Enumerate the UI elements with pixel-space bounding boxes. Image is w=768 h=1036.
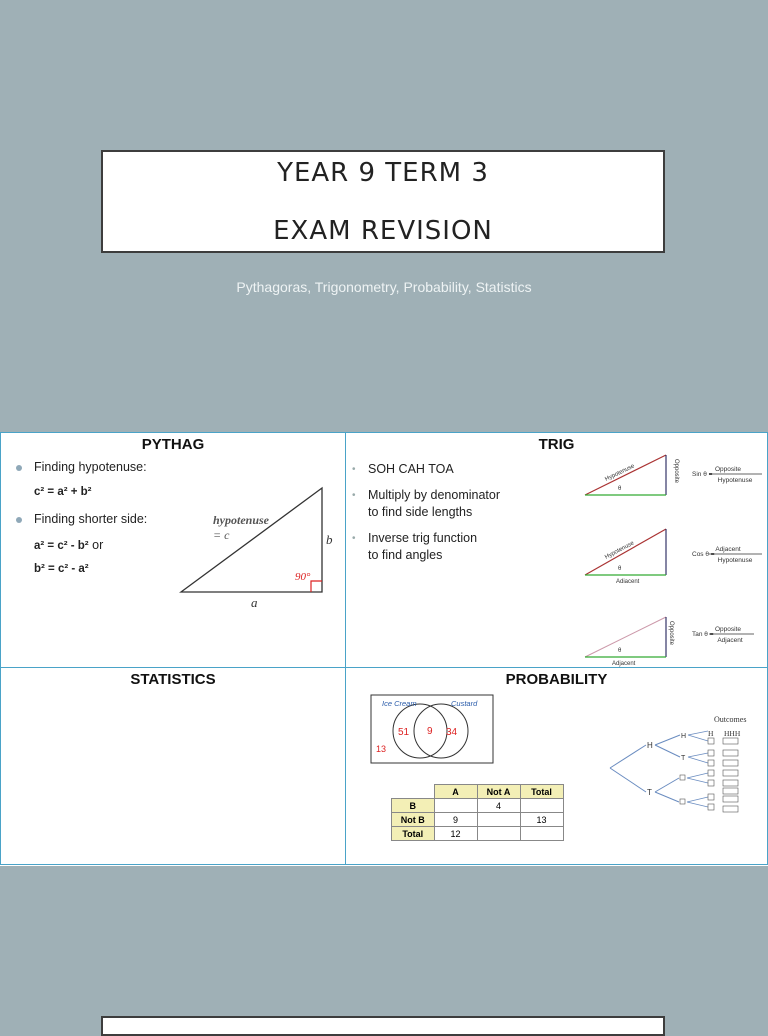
tan-den: Adjacent <box>717 637 743 644</box>
trig-item-2: Multiply by denominator <box>368 488 501 502</box>
venn-outside: 13 <box>376 744 387 754</box>
tan-opp-label: Opposite <box>668 621 674 646</box>
tree-diagram <box>608 712 768 822</box>
table-cell <box>434 799 477 813</box>
venn-diagram <box>370 694 496 766</box>
pythag-bullet-2: Finding shorter side: <box>34 512 148 526</box>
table-header-row <box>392 785 564 799</box>
tree-h-outcome: H <box>708 729 714 738</box>
next-slide-title-box <box>101 1016 665 1036</box>
cos-side-label: Adjacent <box>616 579 640 583</box>
table-cell: 13 <box>520 813 563 827</box>
right-triangle-diagram <box>171 473 341 613</box>
svg-text:θ: θ <box>618 648 622 654</box>
tree-h2: H <box>681 733 687 740</box>
table-cell: 12 <box>434 827 477 841</box>
table-row <box>392 799 564 813</box>
tan-diagram <box>582 611 768 667</box>
table-cell <box>520 799 563 813</box>
diagram-angle: 90° <box>295 571 311 583</box>
bullet-icon <box>16 465 22 471</box>
pythag-formula-1: c² = a² + b² <box>34 486 92 498</box>
title-line-1: YEAR 9 TERM 3 <box>277 158 489 188</box>
tree-outcomes-label: Outcomes <box>714 715 747 724</box>
trig-item-3b: to find angles <box>368 548 443 562</box>
tan-num: Opposite <box>714 626 742 633</box>
diagram-side-b: b <box>326 532 333 547</box>
table-row <box>392 813 564 827</box>
tree-h1: H <box>647 741 653 750</box>
diagram-side-a: a <box>251 595 258 610</box>
table-row <box>392 827 564 841</box>
statistics-cell <box>0 667 346 865</box>
bullet-icon <box>16 517 22 523</box>
cos-func: Cos θ = <box>692 551 715 558</box>
venn-both: 9 <box>427 726 433 737</box>
revision-grid <box>0 432 768 866</box>
pythag-cell <box>0 432 346 668</box>
trig-title: TRIG <box>538 436 575 453</box>
trig-item-1: SOH CAH TOA <box>368 462 454 476</box>
table-cell <box>477 827 520 841</box>
cos-den: Hypotenuse <box>717 557 753 564</box>
table-header-total: Total <box>520 785 563 799</box>
pythag-bullet-1: Finding hypotenuse: <box>34 460 147 474</box>
pythag-formula-2a-line <box>34 538 103 552</box>
venn-a-only: 51 <box>398 727 410 738</box>
two-way-table <box>391 784 564 841</box>
cos-hyp-label: Hypotenuse <box>604 540 636 561</box>
bullet-icon: • <box>352 464 356 475</box>
bullet-icon: • <box>352 533 356 544</box>
sin-side-label: Opposite <box>673 459 679 484</box>
venn-set-b: Custard <box>451 699 478 708</box>
venn-set-a: Ice Cream <box>382 699 417 708</box>
tree-hhh-outcome: HHH <box>724 729 741 738</box>
diagram-hyp-eq: = c <box>213 528 230 542</box>
table-cell <box>392 785 435 799</box>
svg-text:θ: θ <box>618 566 622 572</box>
table-header-not-a: Not A <box>477 785 520 799</box>
probability-title: PROBABILITY <box>505 671 608 688</box>
sin-hyp-label: Hypotenuse <box>604 463 636 483</box>
table-row-label: Total <box>392 827 435 841</box>
pythag-title: PYTHAG <box>141 436 205 453</box>
tan-adj-label: Adjacent <box>612 661 636 667</box>
tree-t2: T <box>681 755 686 762</box>
tree-t1: T <box>647 788 652 797</box>
statistics-title: STATISTICS <box>130 671 216 688</box>
table-row-label: Not B <box>392 813 435 827</box>
table-header-a: A <box>434 785 477 799</box>
bullet-icon: • <box>352 490 356 501</box>
table-cell: 9 <box>434 813 477 827</box>
tan-func: Tan θ = <box>692 631 714 638</box>
title-box <box>101 150 665 253</box>
sin-diagram <box>582 449 768 501</box>
cos-num: Adjacent <box>715 546 741 553</box>
svg-text:θ: θ <box>618 486 622 492</box>
title-line-2: EXAM REVISION <box>273 216 493 246</box>
venn-b-only: 34 <box>446 727 458 738</box>
subtitle: Pythagoras, Trigonometry, Probability, Statistics <box>236 279 532 295</box>
trig-item-3: Inverse trig function <box>368 531 478 545</box>
table-cell <box>520 827 563 841</box>
sin-func: Sin θ = <box>692 471 713 478</box>
trig-cell <box>345 432 768 668</box>
pythag-formula-or: or <box>88 538 104 552</box>
diagram-hyp-label: hypotenuse <box>213 513 270 527</box>
cos-diagram <box>582 521 768 583</box>
trig-item-2b: to find side lengths <box>368 505 473 519</box>
table-cell <box>477 813 520 827</box>
sin-num: Opposite <box>714 466 742 473</box>
table-cell: 4 <box>477 799 520 813</box>
table-row-label: B <box>392 799 435 813</box>
pythag-formula-2a: a² = c² - b² <box>34 540 89 552</box>
sin-den: Hypotenuse <box>717 477 753 484</box>
pythag-formula-2b: b² = c² - a² <box>34 563 89 575</box>
